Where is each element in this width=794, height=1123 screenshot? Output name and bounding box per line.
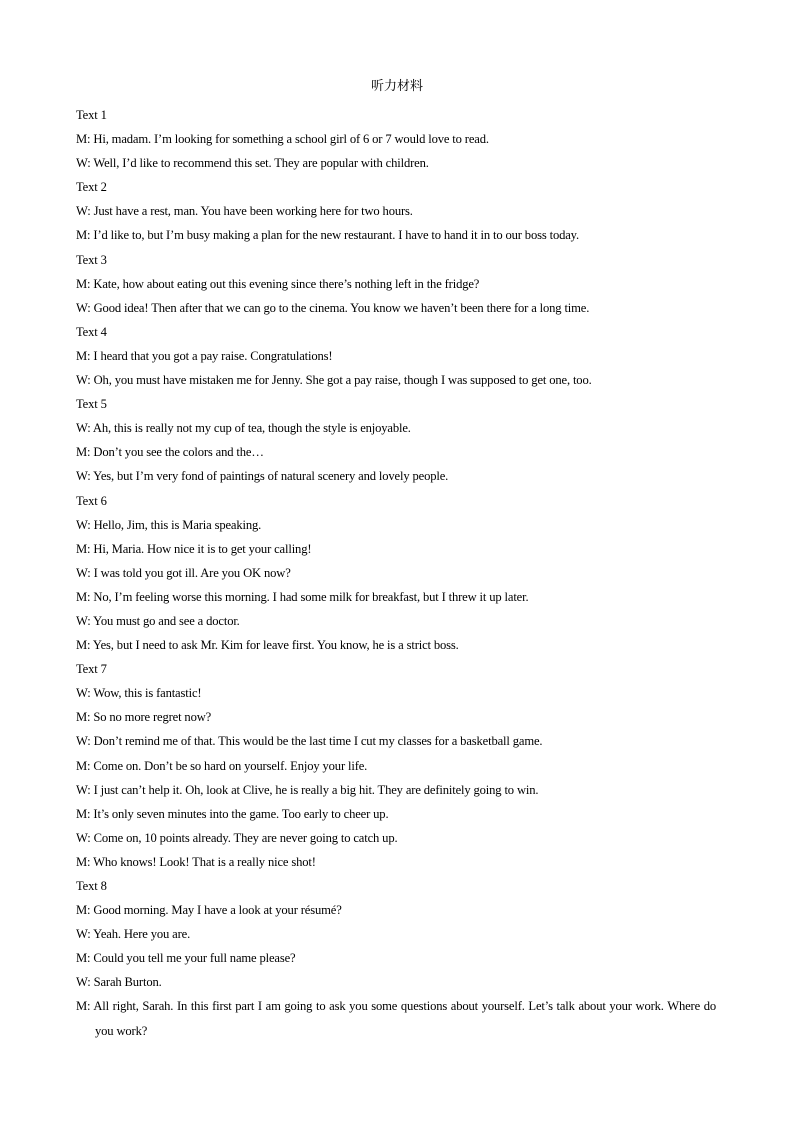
- dialogue-line: W: Yeah. Here you are.: [76, 927, 191, 942]
- section-heading: Text 8: [76, 879, 107, 893]
- dialogue-line: M: Could you tell me your full name please?: [76, 951, 296, 966]
- dialogue-line: W: Good idea! Then after that we can go to the cinema. You know we haven’t been there for a long time.: [76, 300, 590, 315]
- dialogue-line: W: Come on, 10 points already. They are never going to catch up.: [76, 830, 398, 845]
- dialogue-line: M: Good morning. May I have a look at your résumé?: [76, 903, 342, 918]
- dialogue-line: M: Come on. Don’t be so hard on yourself. Enjoy your life.: [76, 758, 368, 773]
- dialogue-line: W: Just have a rest, man. You have been working here for two hours.: [76, 204, 413, 219]
- dialogue-line: W: Ah, this is really not my cup of tea, though the style is enjoyable.: [76, 421, 411, 436]
- dialogue-line: M: All right, Sarah. In this first part I am going to ask you some questions about yourself. Let’s talk about your work. Where do you work?: [76, 999, 716, 1038]
- dialogue-line: M: Hi, Maria. How nice it is to get your calling!: [76, 541, 312, 556]
- dialogue-line: W: You must go and see a doctor.: [76, 613, 240, 628]
- dialogue-line: M: Kate, how about eating out this evening since there’s nothing left in the fridge?: [76, 276, 480, 291]
- dialogue-line: W: Yes, but I’m very fond of paintings of natural scenery and lovely people.: [76, 469, 449, 484]
- section-heading: Text 2: [76, 180, 107, 195]
- dialogue-line: M: Don’t you see the colors and the…: [76, 445, 264, 460]
- dialogue-line: M: I heard that you got a pay raise. Congratulations!: [76, 348, 333, 363]
- dialogue-line: W: Well, I’d like to recommend this set. They are popular with children.: [76, 156, 429, 171]
- dialogue-line: M: Yes, but I need to ask Mr. Kim for leave first. You know, he is a strict boss.: [76, 638, 459, 653]
- dialogue-line: M: I’d like to, but I’m busy making a plan for the new restaurant. I have to hand it in to our boss today.: [76, 228, 580, 243]
- dialogue-line: M: Hi, madam. I’m looking for something a school girl of 6 or 7 would love to read.: [76, 132, 489, 147]
- dialogue-line: W: Hello, Jim, this is Maria speaking.: [76, 517, 262, 532]
- dialogue-line: M: So no more regret now?: [76, 710, 212, 725]
- dialogue-line: W: Oh, you must have mistaken me for Jenny. She got a pay raise, though I was supposed to get one, too.: [76, 373, 592, 388]
- dialogue-line: W: Don’t remind me of that. This would be the last time I cut my classes for a basketball game.: [76, 734, 543, 749]
- dialogue-line: M: No, I’m feeling worse this morning. I had some milk for breakfast, but I threw it up later.: [76, 589, 529, 604]
- transcript-body: [76, 103, 716, 1043]
- section-heading: Text 1: [76, 108, 107, 122]
- dialogue-line: W: Sarah Burton.: [76, 975, 162, 990]
- section-heading: Text 7: [76, 662, 107, 677]
- section-heading: Text 3: [76, 252, 107, 267]
- dialogue-line: M: Who knows! Look! That is a really nice shot!: [76, 854, 316, 869]
- section-heading: Text 4: [76, 324, 107, 339]
- section-heading: Text 5: [76, 397, 107, 412]
- dialogue-line: W: I was told you got ill. Are you OK now?: [76, 565, 291, 580]
- page-title: 听力材料: [370, 79, 423, 94]
- dialogue-line: W: I just can’t help it. Oh, look at Clive, he is really a big hit. They are definitely going to win.: [76, 782, 539, 797]
- dialogue-line: W: Wow, this is fantastic!: [76, 686, 202, 701]
- section-heading: Text 6: [76, 493, 107, 508]
- dialogue-line: M: It’s only seven minutes into the game. Too early to cheer up.: [76, 806, 389, 821]
